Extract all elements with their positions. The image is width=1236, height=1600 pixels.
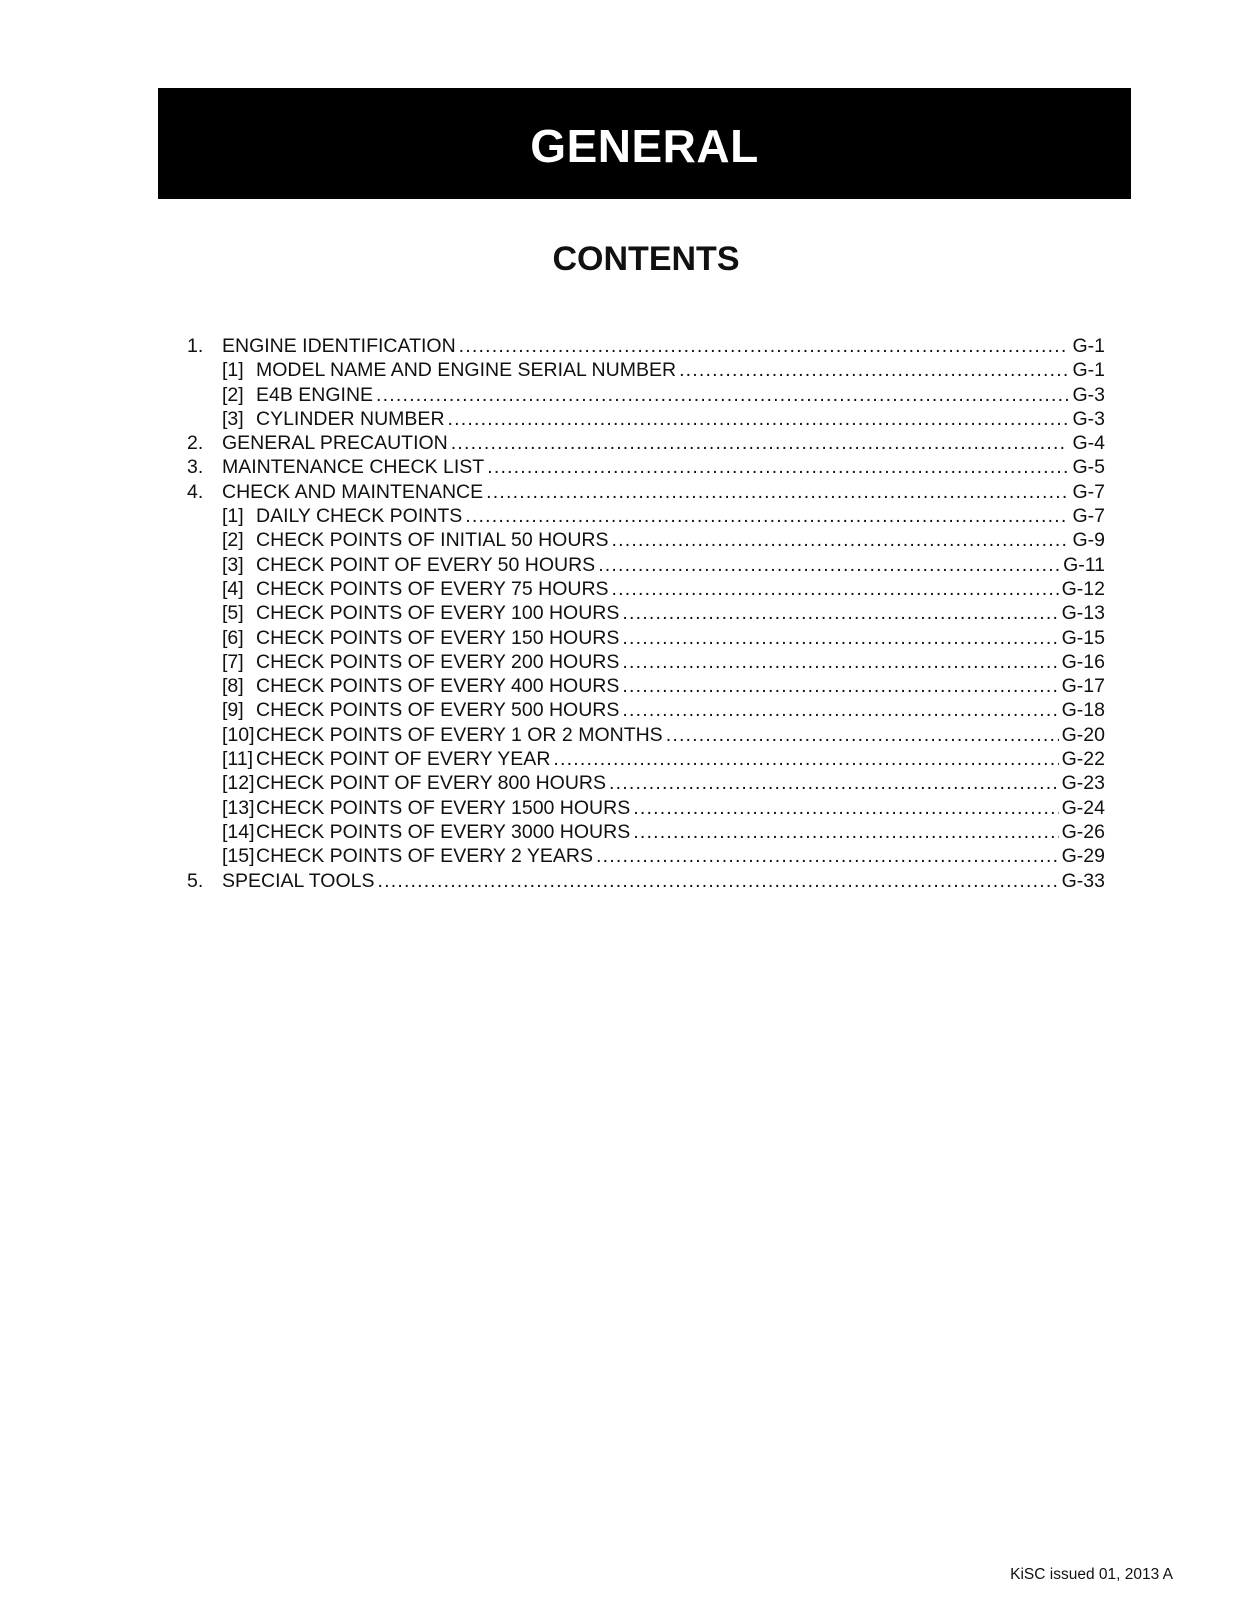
toc-entry-number: [3] <box>222 407 244 430</box>
toc-entry-label: CHECK POINTS OF EVERY 75 HOURS <box>256 577 609 600</box>
toc-entry-number: [13] <box>222 796 255 819</box>
toc-entry-number: [6] <box>222 626 244 649</box>
toc-dot-leader <box>622 626 1058 650</box>
toc-entry-page: G-3 <box>1072 407 1105 430</box>
toc-entry[interactable] <box>187 796 1105 820</box>
toc-entry-number: [8] <box>222 675 244 698</box>
toc-entry-label: CHECK POINTS OF EVERY 2 YEARS <box>256 845 594 868</box>
toc-entry-page: G-3 <box>1072 383 1105 406</box>
toc-entry-page: G-26 <box>1061 820 1105 843</box>
toc-entry-page: G-7 <box>1072 480 1105 503</box>
toc-entry[interactable] <box>187 820 1105 844</box>
toc-entry-number: [7] <box>222 650 244 673</box>
toc-dot-leader <box>451 431 1068 455</box>
toc-entry-number: [9] <box>222 699 244 722</box>
toc-entry[interactable] <box>187 431 1105 455</box>
toc-entry-label: SPECIAL TOOLS <box>222 869 375 892</box>
toc-dot-leader <box>465 504 1068 528</box>
toc-entry-number: 5. <box>187 869 204 892</box>
toc-entry-label: CHECK POINTS OF EVERY 200 HOURS <box>256 650 620 673</box>
toc-entry-number: 2. <box>187 432 204 455</box>
toc-entry-label: CHECK POINTS OF INITIAL 50 HOURS <box>256 529 609 552</box>
toc-entry-number: [4] <box>222 577 244 600</box>
toc-dot-leader <box>448 407 1068 431</box>
toc-entry-label: E4B ENGINE <box>256 383 374 406</box>
toc-dot-leader <box>377 869 1058 893</box>
toc-entry-label: DAILY CHECK POINTS <box>256 505 463 528</box>
toc-dot-leader <box>633 820 1058 844</box>
toc-entry-number: [12] <box>222 772 255 795</box>
toc-entry-label: CHECK POINTS OF EVERY 1 OR 2 MONTHS <box>256 723 663 746</box>
toc-entry-page: G-18 <box>1061 699 1105 722</box>
toc-entry-page: G-24 <box>1061 796 1105 819</box>
toc-entry-page: G-17 <box>1061 675 1105 698</box>
issue-footer: KiSC issued 01, 2013 A <box>1010 1566 1173 1583</box>
toc-entry[interactable] <box>187 358 1105 382</box>
toc-entry-label: GENERAL PRECAUTION <box>222 432 448 455</box>
toc-entry-page: G-12 <box>1061 577 1105 600</box>
toc-entry-label: CHECK POINT OF EVERY 800 HOURS <box>256 772 607 795</box>
toc-entry[interactable] <box>187 480 1105 504</box>
toc-entry[interactable] <box>187 650 1105 674</box>
toc-entry-page: G-33 <box>1061 869 1105 892</box>
toc-entry-number: [3] <box>222 553 244 576</box>
toc-entry-label: CHECK POINTS OF EVERY 3000 HOURS <box>256 820 631 843</box>
toc-entry-number: [15] <box>222 845 255 868</box>
toc-dot-leader <box>612 528 1068 552</box>
toc-entry-label: CHECK POINTS OF EVERY 100 HOURS <box>256 602 620 625</box>
toc-dot-leader <box>633 796 1058 820</box>
toc-dot-leader <box>612 577 1059 601</box>
toc-entry[interactable] <box>187 407 1105 431</box>
toc-dot-leader <box>622 601 1058 625</box>
toc-dot-leader <box>487 455 1068 479</box>
toc-entry-number: [10] <box>222 723 255 746</box>
toc-dot-leader <box>679 358 1068 382</box>
toc-dot-leader <box>609 771 1059 795</box>
toc-entry[interactable] <box>187 771 1105 795</box>
toc-entry-label: CHECK POINTS OF EVERY 1500 HOURS <box>256 796 631 819</box>
toc-entry-number: 4. <box>187 480 204 503</box>
toc-entry-label: CHECK AND MAINTENANCE <box>222 480 484 503</box>
toc-entry[interactable] <box>187 383 1105 407</box>
toc-dot-leader <box>666 723 1059 747</box>
toc-entry-number: [1] <box>222 359 244 382</box>
toc-entry-page: G-1 <box>1072 359 1105 382</box>
banner-title: GENERAL <box>530 119 759 172</box>
toc-entry-number: [14] <box>222 820 255 843</box>
toc-entry-page: G-20 <box>1061 723 1105 746</box>
toc-entry[interactable] <box>187 869 1105 893</box>
toc-entry-page: G-13 <box>1061 602 1105 625</box>
toc-dot-leader <box>553 747 1058 771</box>
toc-entry-page: G-5 <box>1072 456 1105 479</box>
toc-entry-label: MODEL NAME AND ENGINE SERIAL NUMBER <box>256 359 677 382</box>
toc-entry-page: G-23 <box>1061 772 1105 795</box>
toc-entry[interactable] <box>187 747 1105 771</box>
toc-entry-label: MAINTENANCE CHECK LIST <box>222 456 485 479</box>
toc-entry-page: G-11 <box>1063 553 1105 576</box>
toc-entry-page: G-4 <box>1072 432 1105 455</box>
toc-entry[interactable] <box>187 698 1105 722</box>
toc-dot-leader <box>486 480 1068 504</box>
toc-dot-leader <box>596 844 1059 868</box>
toc-dot-leader <box>622 650 1058 674</box>
toc-entry[interactable] <box>187 723 1105 747</box>
toc-entry-number: [2] <box>222 529 244 552</box>
toc-entry-number: 1. <box>187 335 204 357</box>
toc-dot-leader <box>376 383 1068 407</box>
table-of-contents <box>187 334 1105 893</box>
toc-entry-label: CYLINDER NUMBER <box>256 407 445 430</box>
toc-entry[interactable] <box>187 844 1105 868</box>
toc-entry-label: CHECK POINTS OF EVERY 150 HOURS <box>256 626 620 649</box>
toc-entry-number: [2] <box>222 383 244 406</box>
toc-entry-page: G-29 <box>1061 845 1105 868</box>
toc-dot-leader <box>622 674 1058 698</box>
toc-entry-number: [1] <box>222 505 244 528</box>
contents-heading: CONTENTS <box>552 240 740 278</box>
toc-entry-page: G-1 <box>1072 335 1105 357</box>
toc-entry-label: CHECK POINT OF EVERY 50 HOURS <box>256 553 596 576</box>
toc-entry[interactable] <box>187 528 1105 552</box>
toc-dot-leader <box>459 334 1068 358</box>
toc-entry[interactable] <box>187 553 1105 577</box>
toc-entry[interactable] <box>187 626 1105 650</box>
toc-entry[interactable] <box>187 674 1105 698</box>
toc-dot-leader <box>598 553 1060 577</box>
toc-entry-page: G-15 <box>1061 626 1105 649</box>
toc-entry-label: ENGINE IDENTIFICATION <box>222 335 456 357</box>
toc-entry-page: G-7 <box>1072 505 1105 528</box>
toc-entry-label: CHECK POINTS OF EVERY 400 HOURS <box>256 675 620 698</box>
section-banner <box>158 88 1131 199</box>
toc-entry-page: G-22 <box>1061 748 1105 771</box>
toc-entry[interactable] <box>187 601 1105 625</box>
toc-entry-number: 3. <box>187 456 204 479</box>
toc-entry[interactable] <box>187 334 1105 358</box>
toc-entry-page: G-16 <box>1061 650 1105 673</box>
toc-entry-label: CHECK POINTS OF EVERY 500 HOURS <box>256 699 620 722</box>
toc-entry[interactable] <box>187 455 1105 479</box>
toc-entry[interactable] <box>187 577 1105 601</box>
toc-entry-page: G-9 <box>1072 529 1105 552</box>
toc-dot-leader <box>622 698 1058 722</box>
toc-entry[interactable] <box>187 504 1105 528</box>
toc-entry-number: [5] <box>222 602 244 625</box>
toc-entry-number: [11] <box>222 748 254 771</box>
toc-entry-label: CHECK POINT OF EVERY YEAR <box>256 748 551 771</box>
